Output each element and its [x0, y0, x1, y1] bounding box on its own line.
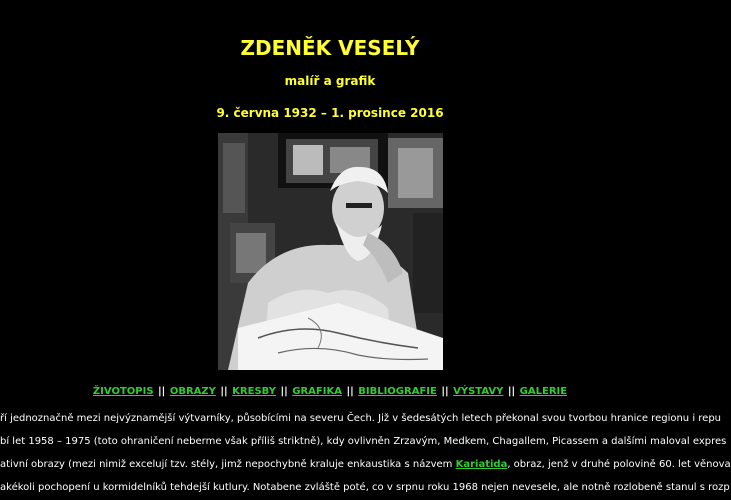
biography-line: ří jednoznačně mezi nejvýznamější výtvarníky, působícími na severu Čech. Již v šedesátých letech překonal svou tvorbou hranice regionu i repu — [0, 413, 722, 424]
nav-link-bibliografie[interactable]: BIBLIOGRAFIE — [358, 386, 437, 397]
nav-separator: || — [346, 386, 354, 397]
biography-text — [0, 412, 731, 500]
nav-separator: || — [158, 386, 166, 397]
nav-separator: || — [280, 386, 288, 397]
nav-link-zivotopis[interactable]: ŽIVOTOPIS — [92, 386, 154, 397]
nav-separator: || — [441, 386, 449, 397]
nav-link-galerie[interactable]: GALERIE — [519, 386, 568, 397]
biography-line: akékoli pochopení u kormidelníků tehdejší kutlury. Notabene zvláště poté, co v srpnu roku 1968 nejen nevesele, ale notně rozlobeně stanul s rozp — [0, 482, 730, 493]
nav-separator: || — [507, 386, 516, 397]
nav-separator: || — [220, 386, 228, 397]
nav-link-vystavy[interactable]: VÝSTAVY — [453, 386, 504, 397]
life-dates: 9. června 1932 – 1. prosince 2016 — [216, 106, 444, 120]
artist-portrait-image — [218, 133, 443, 370]
biography-line: bí let 1958 – 1975 (toto ohraničení neberme však příliš striktně), kdy ovlivněn Zrzavým, Medkem, Chagallem, Picassem a dalšími maloval expres — [0, 436, 727, 447]
biography-text-segment: , obraz, jenž v druhé polovině 60. let věnova — [507, 459, 731, 470]
nav-link-kresby[interactable]: KRESBY — [232, 386, 276, 397]
page-title: ZDENĚK VESELÝ — [240, 36, 420, 60]
kariatida-link[interactable]: Kariatida — [455, 459, 508, 470]
main-navigation — [0, 385, 660, 399]
nav-link-grafika[interactable]: GRAFIKA — [292, 386, 342, 397]
biography-text-segment: ativní obrazy (mezi nimiž excelují tzv. stély, jimž nepochybně kraluje enkaustika s názvem — [0, 459, 456, 470]
nav-link-obrazy[interactable]: OBRAZY — [169, 386, 216, 397]
page-subtitle: malíř a grafik — [284, 74, 376, 88]
biography-line — [0, 458, 731, 472]
